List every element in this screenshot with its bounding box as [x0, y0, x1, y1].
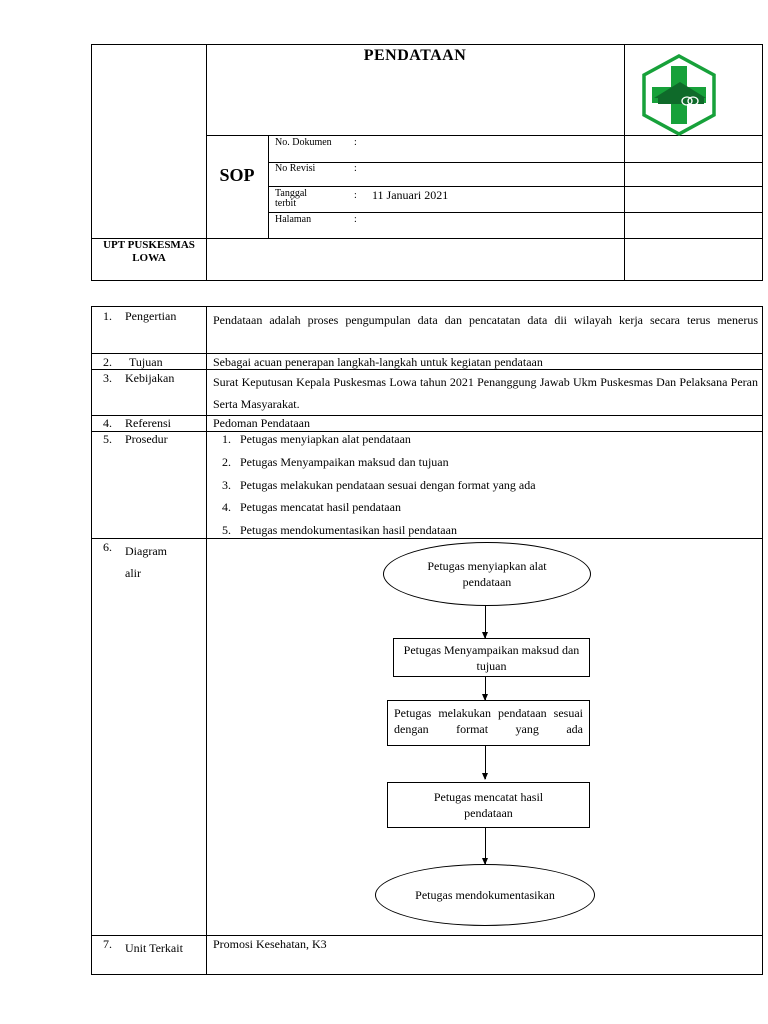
referensi-text: Pedoman Pendataan	[213, 416, 310, 430]
field-sep: :	[354, 214, 357, 225]
row-number: 4.	[103, 416, 112, 430]
row-label-prosedur: Prosedur	[125, 432, 168, 446]
row-label-referensi: Referensi	[125, 416, 171, 430]
flow-node-step: Petugas mencatat hasil pendataan	[387, 782, 590, 828]
row-number: 1.	[103, 309, 112, 323]
list-item-number: 3.	[222, 478, 231, 492]
field-sep: :	[354, 190, 357, 201]
row-label-pengertian: Pengertian	[125, 309, 177, 323]
list-item: Petugas melakukan pendataan sesuai dengan format yang ada	[240, 478, 536, 492]
tujuan-text: Sebagai acuan penerapan langkah-langkah untuk kegiatan pendataan	[213, 355, 543, 369]
list-item: Petugas mencatat hasil pendataan	[240, 500, 401, 514]
org-name: UPT PUSKESMAS LOWA	[103, 239, 195, 264]
field-label-no-revisi: No Revisi	[275, 163, 316, 174]
row-number: 5.	[103, 432, 112, 446]
unit-terkait-text: Promosi Kesehatan, K3	[213, 937, 327, 951]
field-label-halaman: Halaman	[275, 214, 312, 225]
row-number: 6.	[103, 540, 112, 554]
row-label-tujuan: Tujuan	[129, 355, 163, 369]
sop-label: SOP	[219, 165, 255, 185]
flow-node-step: Petugas Menyampaikan maksud dan tujuan	[393, 638, 590, 677]
flow-node-end: Petugas mendokumentasikan	[375, 864, 595, 926]
flow-arrow	[485, 828, 486, 864]
field-sep: :	[354, 163, 357, 174]
list-item-number: 5.	[222, 523, 231, 537]
row-label-unit-terkait: Unit Terkait	[125, 941, 183, 955]
list-item: Petugas mendokumentasikan hasil pendataan	[240, 523, 457, 537]
field-label-no-dokumen: No. Dokumen	[275, 137, 332, 148]
puskesmas-logo-icon	[640, 54, 718, 136]
row-number: 3.	[103, 371, 112, 385]
flow-node-step: Petugas melakukan pendataan sesuai dengan format yang ada	[387, 700, 590, 746]
row-label-kebijakan: Kebijakan	[125, 371, 175, 385]
row-label-diagram: Diagram alir	[125, 544, 167, 580]
field-label-tanggal-terbit: Tanggal terbit	[275, 188, 308, 209]
field-value-tanggal-terbit: 11 Januari 2021	[372, 188, 449, 202]
list-item: Petugas menyiapkan alat pendataan	[240, 432, 411, 446]
flow-arrow	[485, 746, 486, 779]
row-number: 7.	[103, 937, 112, 951]
list-item-number: 1.	[222, 432, 231, 446]
flow-arrow	[485, 606, 486, 638]
field-sep: :	[354, 137, 357, 148]
list-item: Petugas Menyampaikan maksud dan tujuan	[240, 455, 449, 469]
list-item-number: 2.	[222, 455, 231, 469]
row-number: 2.	[103, 355, 112, 369]
kebijakan-text: Surat Keputusan Kepala Puskesmas Lowa tahun 2021 Penanggung Jawab Ukm Puskesmas Dan Pelaksana Peran Serta Masyarakat.	[213, 375, 758, 411]
pengertian-text: Pendataan adalah proses pengumpulan data dan pencatatan data dii wilayah kerja secara terus menerus	[213, 313, 758, 327]
page-title: PENDATAAN	[363, 47, 467, 64]
list-item-number: 4.	[222, 500, 231, 514]
flow-node-start: Petugas menyiapkan alat pendataan	[383, 542, 591, 606]
flow-arrow	[485, 677, 486, 700]
